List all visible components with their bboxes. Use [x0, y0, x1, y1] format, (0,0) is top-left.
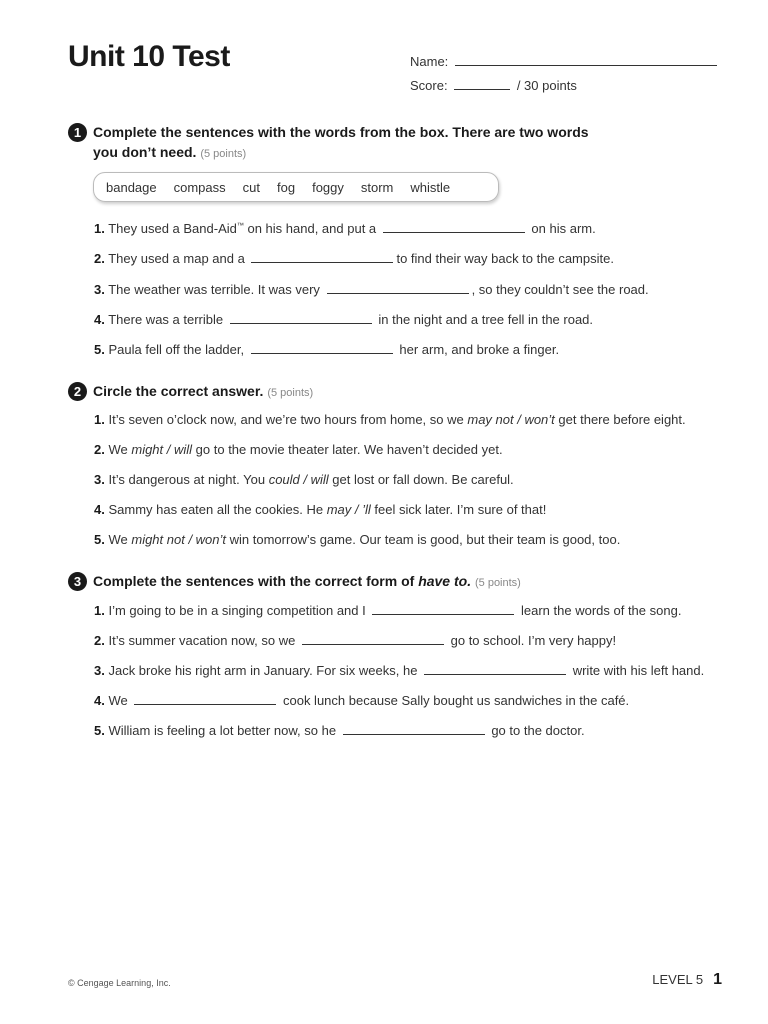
question-text: learn the words of the song. — [521, 603, 682, 618]
question — [94, 693, 629, 708]
answer-blank[interactable] — [251, 343, 393, 354]
question-text: Jack broke his right arm in January. For six weeks, he — [108, 663, 418, 678]
question-number: 3. — [94, 282, 105, 297]
answer-blank[interactable] — [134, 694, 276, 705]
answer-blank[interactable] — [230, 313, 372, 324]
question-text: her arm, and broke a finger. — [399, 342, 560, 357]
section-number-badge: 2 — [68, 382, 87, 401]
question-number: 3. — [94, 663, 105, 678]
section-3-points: (5 points) — [474, 577, 521, 589]
question-text: We — [108, 532, 128, 547]
word-box-item: bandage — [106, 179, 157, 195]
copyright: © Cengage Learning, Inc. — [68, 978, 171, 988]
question-number: 5. — [94, 723, 105, 738]
question — [94, 312, 593, 327]
question-text: get lost or fall down. Be careful. — [332, 472, 514, 487]
answer-blank[interactable] — [383, 222, 525, 233]
question-number: 3. — [94, 472, 105, 487]
question-text: We — [108, 693, 128, 708]
question-number: 2. — [94, 251, 105, 266]
question-number: 1. — [94, 412, 105, 427]
question — [94, 633, 616, 648]
question-text: I’m going to be in a singing competition and I — [108, 603, 366, 618]
section-3-header — [68, 571, 748, 593]
question-text: go to school. I’m very happy! — [450, 633, 617, 648]
question — [94, 282, 649, 297]
section-1-instruction-line1: Complete the sentences with the words from the box. There are two words — [93, 124, 589, 140]
word-box-item: fog — [277, 179, 296, 195]
question-text: feel sick later. I’m sure of that! — [374, 502, 547, 517]
answer-blank[interactable] — [343, 724, 485, 735]
answer-blank[interactable] — [251, 252, 393, 263]
question — [94, 412, 686, 427]
question — [94, 221, 596, 236]
score-row — [410, 78, 577, 93]
question-number: 1. — [94, 221, 105, 236]
section-2-header — [68, 381, 748, 403]
section-3-instruction: Complete the sentences with the correct form of — [93, 573, 415, 589]
question-number: 4. — [94, 312, 105, 327]
question — [94, 502, 546, 517]
section-number-badge: 3 — [68, 572, 87, 591]
section-3-instruction-italic: have to. — [418, 573, 472, 589]
word-box-item: foggy — [312, 179, 344, 195]
question — [94, 472, 514, 487]
question-text: They used a map and a — [108, 251, 245, 266]
page-title: Unit 10 Test — [68, 40, 230, 73]
name-blank[interactable] — [455, 55, 717, 66]
question-text: to find their way back to the campsite. — [396, 251, 614, 266]
section-number-badge: 1 — [68, 123, 87, 142]
answer-options[interactable]: may not / won’t — [467, 412, 555, 427]
name-row — [410, 54, 720, 69]
question-number: 2. — [94, 633, 105, 648]
question — [94, 342, 559, 357]
question-text: go to the movie theater later. We haven’t decided yet. — [195, 442, 503, 457]
score-total: / 30 points — [516, 78, 577, 93]
page-footer — [652, 971, 722, 989]
answer-blank[interactable] — [327, 283, 469, 294]
word-box-item: cut — [242, 179, 260, 195]
answer-options[interactable]: might / will — [131, 442, 193, 457]
question-text: , so they couldn’t see the road. — [471, 282, 649, 297]
question-text: It’s seven o’clock now, and we’re two hours from home, so we — [108, 412, 464, 427]
question-text: write with his left hand. — [572, 663, 705, 678]
question-text: William is feeling a lot better now, so he — [108, 723, 337, 738]
answer-blank[interactable] — [372, 604, 514, 615]
question-number: 1. — [94, 603, 105, 618]
question — [94, 723, 585, 738]
answer-blank[interactable] — [424, 664, 566, 675]
question-number: 5. — [94, 342, 105, 357]
question-text: cook lunch because Sally bought us sandwiches in the café. — [282, 693, 630, 708]
trademark-mark: ™ — [236, 222, 244, 230]
section-1-header — [68, 122, 748, 164]
question-text: on his hand, and put a — [243, 221, 377, 236]
question — [94, 532, 620, 547]
level-label: LEVEL 5 — [652, 972, 704, 987]
answer-options[interactable]: might not / won’t — [131, 532, 227, 547]
question-text: The weather was terrible. It was very — [108, 282, 320, 297]
question — [94, 663, 704, 678]
question-text: We — [108, 442, 128, 457]
section-2-instruction: Circle the correct answer. — [93, 383, 264, 399]
question-number: 5. — [94, 532, 105, 547]
section-1-points: (5 points) — [200, 148, 247, 160]
question-text: There was a terrible — [108, 312, 224, 327]
answer-options[interactable]: could / will — [268, 472, 329, 487]
question — [94, 442, 503, 457]
answer-options[interactable]: may / ’ll — [326, 502, 371, 517]
question-number: 4. — [94, 502, 105, 517]
page-number: 1 — [713, 971, 722, 988]
score-label: Score: — [410, 78, 448, 93]
question — [94, 603, 681, 618]
answer-blank[interactable] — [302, 634, 444, 645]
section-2-points: (5 points) — [267, 387, 314, 399]
question-text: get there before eight. — [558, 412, 686, 427]
name-label: Name: — [410, 54, 449, 69]
word-box-item: storm — [360, 179, 394, 195]
question-text: Paula fell off the ladder, — [108, 342, 245, 357]
question-text: win tomorrow’s game. Our team is good, but their team is good, too. — [229, 532, 621, 547]
question-text: It’s dangerous at night. You — [108, 472, 266, 487]
question-text: They used a Band-Aid — [108, 221, 237, 236]
word-box-item: compass — [173, 179, 226, 195]
question-text: go to the doctor. — [491, 723, 585, 738]
question-text: in the night and a tree fell in the road. — [378, 312, 594, 327]
section-1-instruction-line2: you don’t need. — [93, 144, 197, 160]
word-box-item: whistle — [410, 179, 451, 195]
word-box — [93, 172, 499, 202]
question-text: It’s summer vacation now, so we — [108, 633, 296, 648]
question — [94, 251, 614, 266]
question-number: 4. — [94, 693, 105, 708]
score-blank[interactable] — [454, 79, 510, 90]
question-text: on his arm. — [531, 221, 596, 236]
question-text: Sammy has eaten all the cookies. He — [108, 502, 324, 517]
question-number: 2. — [94, 442, 105, 457]
